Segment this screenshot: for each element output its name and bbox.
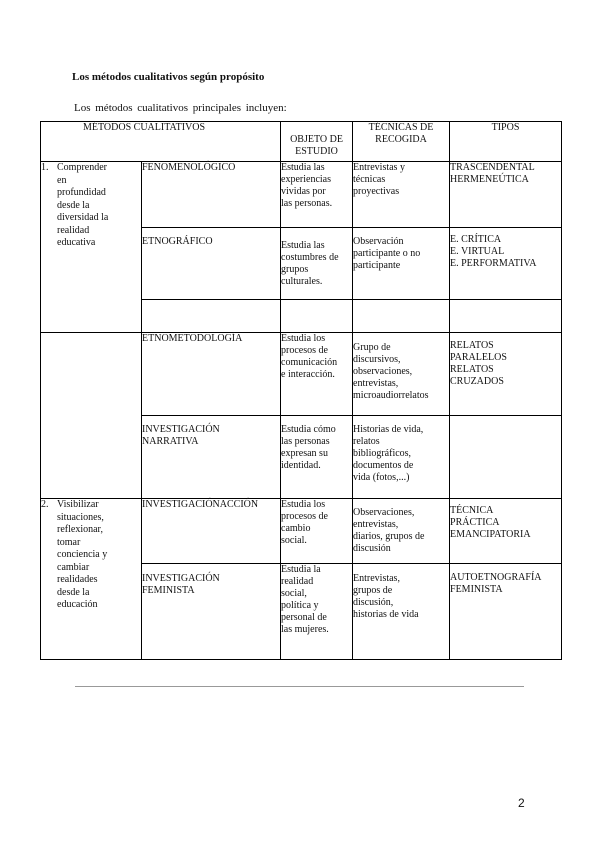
header-object: OBJETO DE ESTUDIO [281, 122, 353, 162]
empty-cell [450, 300, 562, 333]
table-row [41, 333, 562, 416]
page-title: Los métodos cualitativos según propósito [72, 71, 265, 83]
techniques-cell: Entrevistas, grupos de discusión, historias de vida [353, 564, 450, 660]
techniques-cell: Grupo de discursivos, observaciones, entrevistas, microaudiorrelatos [353, 333, 450, 416]
purpose-cell-empty [41, 333, 142, 499]
method-cell: ETNOGRÁFICO [142, 228, 281, 300]
types-cell: AUTOETNOGRAFÍA FEMINISTA [450, 564, 562, 660]
purpose-text: Comprender en profundidad desde la diversidad la realidad educativa [57, 162, 109, 248]
purpose-cell-2 [41, 499, 142, 660]
empty-cell [142, 300, 281, 333]
techniques-cell: Observaciones, entrevistas, diarios, grupos de discusión [353, 499, 450, 564]
methods-table [40, 121, 562, 660]
purpose-cell-1 [41, 162, 142, 333]
types-cell: E. CRÍTICA E. VIRTUAL E. PERFORMATIVA [450, 228, 562, 300]
object-cell: Estudia las experiencias vividas por las personas. [281, 162, 353, 228]
object-cell: Estudia la realidad social, política y personal de las mujeres. [281, 564, 353, 660]
header-techniques: TÉCNICAS DE RECOGIDA [353, 122, 450, 162]
header-types: TIPOS [450, 122, 562, 162]
page-number: 2 [518, 796, 525, 810]
empty-cell [281, 300, 353, 333]
purpose-number: 1. [41, 162, 49, 173]
types-cell [450, 416, 562, 499]
header-methods: MÉTODOS CUALITATIVOS [41, 122, 281, 162]
method-cell: FENOMENOLÓGICO [142, 162, 281, 228]
table-row [41, 162, 562, 228]
method-cell: ETNOMETODOLOGÍA [142, 333, 281, 416]
purpose-text: Visibilizar situaciones, reflexionar, tomar conciencia y cambiar realidades desde la educación [57, 499, 108, 610]
object-cell: Estudia las costumbres de grupos culturales. [281, 228, 353, 300]
techniques-cell: Observación participante o no participante [353, 228, 450, 300]
object-cell: Estudia cómo las personas expresan su identidad. [281, 416, 353, 499]
types-cell: RELATOS PARALELOS RELATOS CRUZADOS [450, 333, 562, 416]
object-cell: Estudia los procesos de comunicación e interacción. [281, 333, 353, 416]
table-row [41, 499, 562, 564]
types-cell: TÉCNICA PRÁCTICA EMANCIPATORIA [450, 499, 562, 564]
techniques-cell: Entrevistas y técnicas proyectivas [353, 162, 450, 228]
method-cell: INVESTIGACIÓNACCIÓN [142, 499, 281, 564]
techniques-cell: Historias de vida, relatos bibliográficos, documentos de vida (fotos,...) [353, 416, 450, 499]
table-header-row [41, 122, 562, 162]
footnote-divider [75, 686, 524, 687]
types-cell: TRASCENDENTAL HERMENEÚTICA [450, 162, 562, 228]
object-cell: Estudia los procesos de cambio social. [281, 499, 353, 564]
method-cell: INVESTIGACIÓN NARRATIVA [142, 416, 281, 499]
method-cell: INVESTIGACIÓN FEMINISTA [142, 564, 281, 660]
intro-text: Los métodos cualitativos principales incluyen: [74, 102, 287, 114]
empty-cell [353, 300, 450, 333]
purpose-number: 2. [41, 499, 49, 510]
